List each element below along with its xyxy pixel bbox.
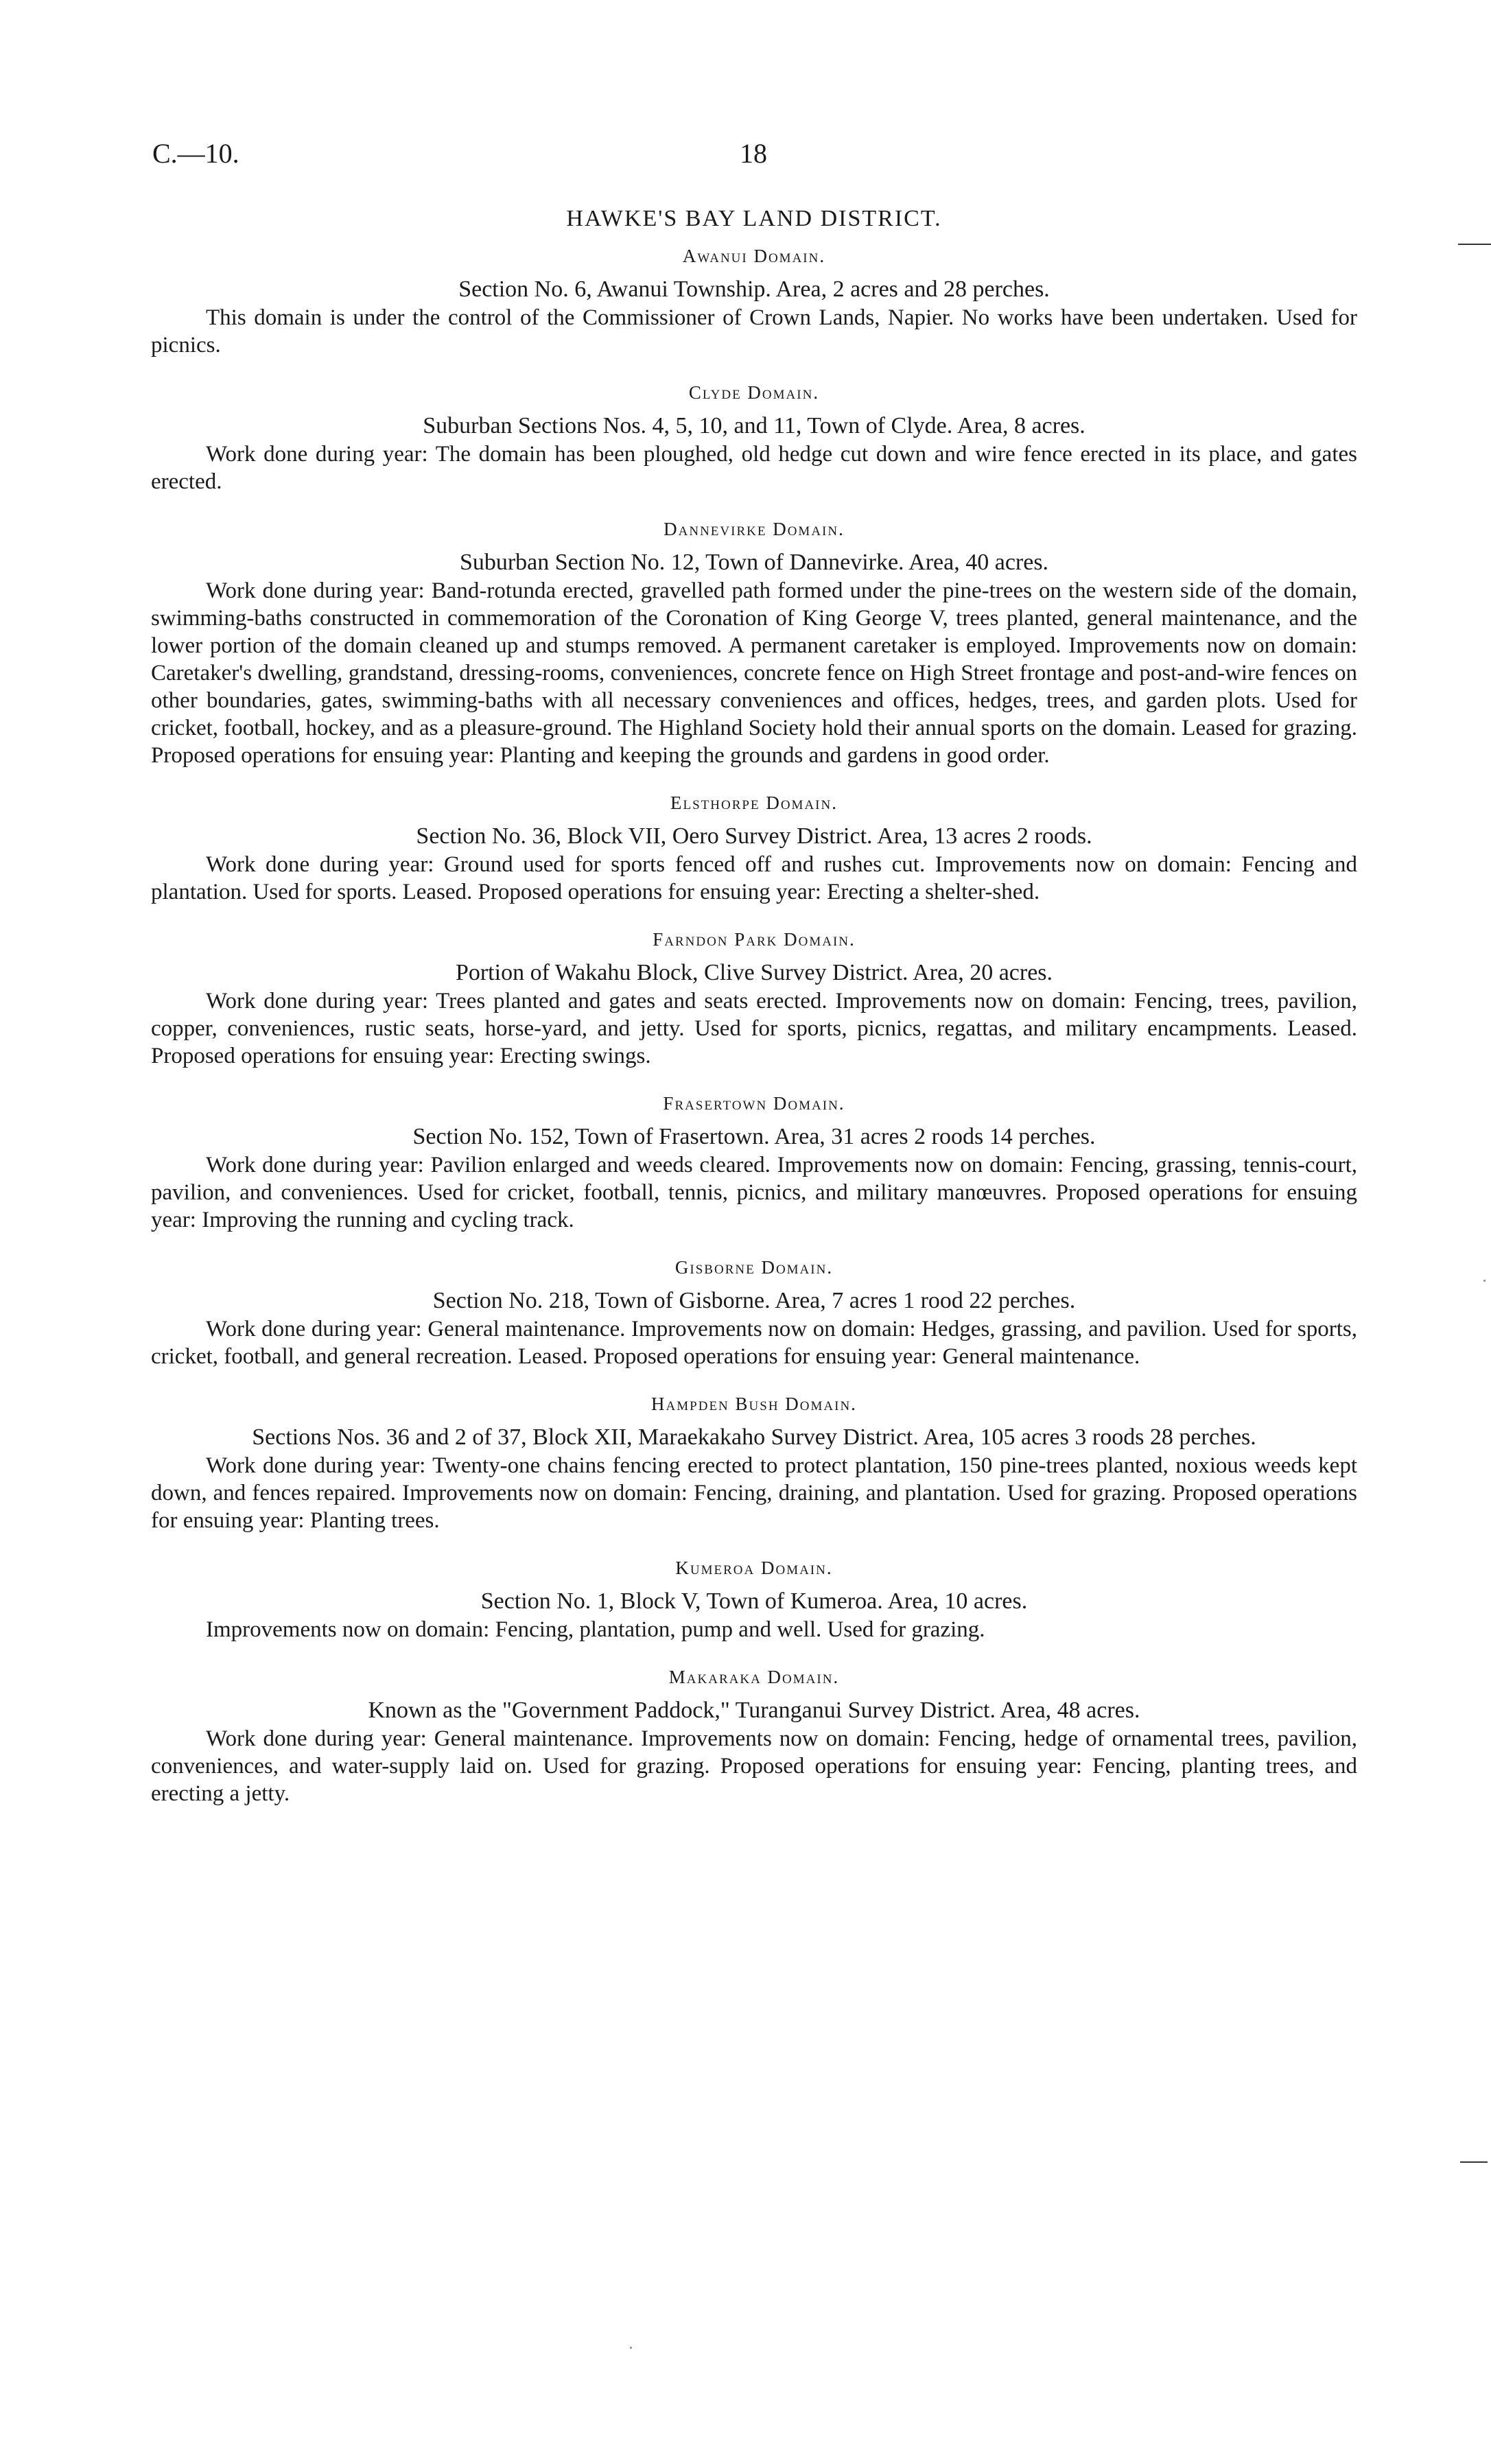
domain-title: Hampden Bush Domain. <box>651 1394 857 1414</box>
margin-mark <box>1458 244 1491 245</box>
main-content <box>151 206 1357 1831</box>
domain-section-line: Suburban Section No. 12, Town of Dannevirke. Area, 40 acres. <box>459 550 1049 575</box>
domain-title: Elsthorpe Domain. <box>670 793 838 813</box>
margin-mark <box>1460 2161 1488 2163</box>
domain-description: This domain is under the control of the Commissioner of Crown Lands, Napier. No works have been undertaken. Used for picnics. <box>151 305 1357 357</box>
domain-description: Work done during year: The domain has been ploughed, old hedge cut down and wire fence erected in its place, and gates erected. <box>151 442 1357 494</box>
domain-description: Work done during year: Ground used for sports fenced off and rushes cut. Improvements now on domain: Fencing and plantation. Used for sports. Leased. Proposed operations for ensuing year: Erecting a shelter-shed. <box>151 852 1357 904</box>
domain-entry <box>151 793 1357 906</box>
domain-title: Makaraka Domain. <box>668 1667 840 1687</box>
domain-description: Work done during year: Trees planted and gates and seats erected. Improvements now on domain: Fencing, trees, pavilion, copper, conveniences, rustic seats, horse-yard, and jetty. Used for sports, picnics, regattas, and military encampments. Leased. Proposed operations for ensuing year: Erecting swings. <box>151 989 1357 1068</box>
scan-speck <box>1483 1280 1486 1282</box>
domain-description: Work done during year: General maintenance. Improvements now on domain: Fencing, hedge of ornamental trees, pavilion, conveniences, and water-supply laid on. Used for grazing. Proposed operations for ensuing year: Fencing, planting trees, and erecting a jetty. <box>151 1726 1357 1806</box>
domain-entry <box>151 929 1357 1070</box>
domain-title: Awanui Domain. <box>682 246 826 266</box>
domain-section-line: Known as the "Government Paddock," Turanganui Survey District. Area, 48 acres. <box>368 1698 1140 1723</box>
domain-section-line: Section No. 6, Awanui Township. Area, 2 acres and 28 perches. <box>458 277 1050 302</box>
domain-entry <box>151 382 1357 495</box>
domain-description: Work done during year: Pavilion enlarged and weeds cleared. Improvements now on domain: Fencing, grassing, tennis-court, pavilion, and conveniences. Used for cricket, football, tennis, picnics, and military manœuvres. Proposed operations for ensuing year: Improving the running and cycling track. <box>151 1153 1357 1232</box>
domain-entry <box>151 1558 1357 1643</box>
domain-entry <box>151 246 1357 359</box>
domain-description: Improvements now on domain: Fencing, plantation, pump and well. Used for grazing. <box>206 1617 985 1642</box>
domain-title: Dannevirke Domain. <box>664 519 845 539</box>
domain-section-line: Suburban Sections Nos. 4, 5, 10, and 11, Town of Clyde. Area, 8 acres. <box>423 413 1085 438</box>
domain-title: Gisborne Domain. <box>674 1257 834 1278</box>
domain-entry <box>151 1667 1357 1807</box>
domain-section-line: Sections Nos. 36 and 2 of 37, Block XII, Maraekakaho Survey District. Area, 105 acres 3 roods 28 perches. <box>252 1424 1256 1450</box>
domain-section-line: Section No. 36, Block VII, Oero Survey District. Area, 13 acres 2 roods. <box>416 823 1092 849</box>
page-number: 18 <box>740 138 767 169</box>
domain-section-line: Section No. 1, Block V, Town of Kumeroa. Area, 10 acres. <box>480 1588 1028 1614</box>
scan-speck <box>630 2347 632 2349</box>
domain-section-line: Section No. 218, Town of Gisborne. Area, 7 acres 1 rood 22 perches. <box>432 1288 1076 1313</box>
domain-description: Work done during year: General maintenance. Improvements now on domain: Hedges, grassing, and pavilion. Used for sports, cricket, football, and general recreation. Leased. Proposed operations for ensuing year: General maintenance. <box>151 1317 1357 1369</box>
page-identifier: C.—10. <box>152 138 239 169</box>
domain-title: Kumeroa Domain. <box>675 1558 833 1578</box>
domain-description: Work done during year: Band-rotunda erected, gravelled path formed under the pine-trees on the western side of the domain, swimming-baths constructed in commemoration of the Coronation of King George V, trees planted, general maintenance, and the lower portion of the domain cleaned up and stumps removed. A permanent caretaker is employed. Improvements now on domain: Caretaker's dwelling, grandstand, dressing-rooms, conveniences, concrete fence on High Street frontage and post-and-wire fences on other boundaries, gates, swimming-baths with all necessary conveniences and offices, hedges, trees, and garden plots. Used for cricket, football, hockey, and as a pleasure-ground. The Highland Society hold their annual sports on the domain. Leased for grazing. Proposed operations for ensuing year: Planting and keeping the grounds and gardens in good order. <box>151 578 1357 768</box>
domain-title: Frasertown Domain. <box>663 1093 845 1114</box>
domain-title: Clyde Domain. <box>688 382 820 403</box>
domain-description: Work done during year: Twenty-one chains fencing erected to protect plantation, 150 pine-trees planted, noxious weeds kept down, and fences repaired. Improvements now on domain: Fencing, draining, and plantation. Used for grazing. Proposed operations for ensuing year: Planting trees. <box>151 1453 1357 1533</box>
district-title: HAWKE'S BAY LAND DISTRICT. <box>566 206 942 231</box>
domain-entry <box>151 1257 1357 1370</box>
domain-entry <box>151 1394 1357 1534</box>
domain-entry <box>151 1093 1357 1234</box>
domain-entry <box>151 519 1357 769</box>
domain-section-line: Section No. 152, Town of Frasertown. Area, 31 acres 2 roods 14 perches. <box>412 1124 1096 1149</box>
domain-title: Farndon Park Domain. <box>653 929 856 950</box>
domain-section-line: Portion of Wakahu Block, Clive Survey District. Area, 20 acres. <box>455 960 1053 985</box>
